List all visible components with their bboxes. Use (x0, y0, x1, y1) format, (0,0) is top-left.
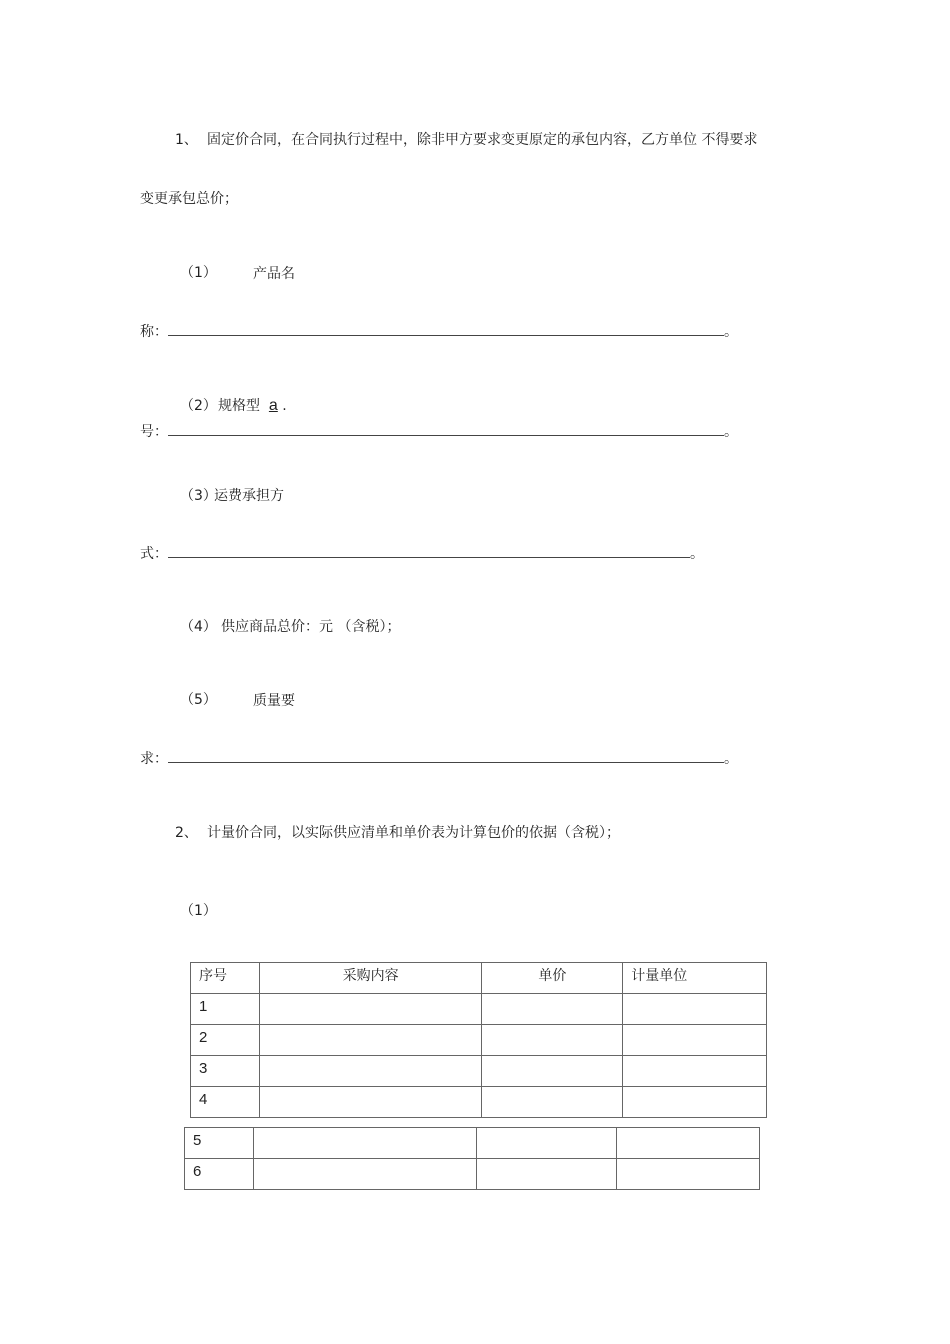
table-cell[interactable] (253, 1159, 477, 1190)
table-cell[interactable] (253, 1128, 477, 1159)
section1-text-line1: 固定价合同，在合同执行过程中，除非甲方要求变更原定的承包内容，乙方单位 不得要求 (207, 132, 758, 148)
item2-label-row (218, 396, 287, 416)
table-cell[interactable] (623, 1056, 767, 1087)
table-cell[interactable] (259, 994, 482, 1025)
item1-cont: 称： (140, 324, 168, 340)
table-cell[interactable] (482, 994, 623, 1025)
item2-number: （2） (180, 398, 217, 414)
section1-number: 1、 (175, 132, 198, 148)
table-row (185, 1159, 760, 1190)
item4-label: 供应商品总价：元 （含税）； (221, 619, 401, 635)
item2-mark: a (268, 397, 278, 414)
item3-end: 。 (690, 546, 704, 562)
table-cell[interactable] (482, 1025, 623, 1056)
item3-cont: 式： (140, 546, 168, 562)
item1-number: （1） (180, 265, 217, 281)
table-cell[interactable] (617, 1128, 760, 1159)
row-index: 2 (191, 1025, 260, 1056)
section2-sub-number: （1） (180, 903, 217, 919)
item5-number: （5） (180, 692, 217, 708)
table-cell[interactable] (482, 1087, 623, 1118)
item5-label: 质量要 (253, 693, 295, 709)
row-index: 3 (191, 1056, 260, 1087)
section2-text: 计量价合同，以实际供应清单和单价表为计算包价的依据（含税）； (207, 825, 620, 841)
row-index: 6 (185, 1159, 254, 1190)
table-cell[interactable] (482, 1056, 623, 1087)
item4-number: （4） (180, 619, 217, 635)
table-cell[interactable] (617, 1159, 760, 1190)
pricing-table (190, 962, 767, 1118)
item3-label: 运费承担方 (214, 488, 284, 504)
table-cell[interactable] (259, 1025, 482, 1056)
header-cell-content: 采购内容 (259, 963, 482, 994)
item2-dot: . (282, 398, 287, 414)
item2-blank-line[interactable] (168, 423, 724, 436)
item3-number: （3） (180, 488, 217, 504)
table-cell[interactable] (623, 1025, 767, 1056)
item3-blank-line[interactable] (168, 545, 690, 558)
item5-cont: 求： (140, 751, 168, 767)
section2-number: 2、 (175, 825, 198, 841)
section1-text-line2: 变更承包总价； (140, 191, 238, 207)
item2-label: 规格型 (218, 398, 260, 414)
table-cell[interactable] (623, 994, 767, 1025)
row-index: 4 (191, 1087, 260, 1118)
row-index: 1 (191, 994, 260, 1025)
item5-end: 。 (724, 751, 738, 767)
pricing-table-continued (184, 1127, 760, 1190)
table-row (191, 994, 767, 1025)
header-cell-index: 序号 (191, 963, 260, 994)
item1-end: 。 (724, 324, 738, 340)
table-cell[interactable] (477, 1159, 617, 1190)
table-header-row (191, 963, 767, 994)
item2-cont: 号： (140, 424, 168, 440)
header-cell-unit-price: 单价 (482, 963, 623, 994)
item2-field-row (140, 422, 738, 442)
table-row (191, 1056, 767, 1087)
item3-field-row (140, 544, 704, 564)
row-index: 5 (185, 1128, 254, 1159)
table-row (185, 1128, 760, 1159)
item2-end: 。 (724, 424, 738, 440)
item1-label: 产品名 (253, 266, 295, 282)
table-cell[interactable] (259, 1056, 482, 1087)
item1-field-row (140, 322, 738, 342)
item1-blank-line[interactable] (168, 323, 724, 336)
table-row (191, 1087, 767, 1118)
table-cell[interactable] (477, 1128, 617, 1159)
item5-field-row (140, 749, 738, 769)
table-cell[interactable] (259, 1087, 482, 1118)
table-row (191, 1025, 767, 1056)
item5-blank-line[interactable] (168, 750, 724, 763)
header-cell-measure-unit: 计量单位 (623, 963, 767, 994)
table-cell[interactable] (623, 1087, 767, 1118)
